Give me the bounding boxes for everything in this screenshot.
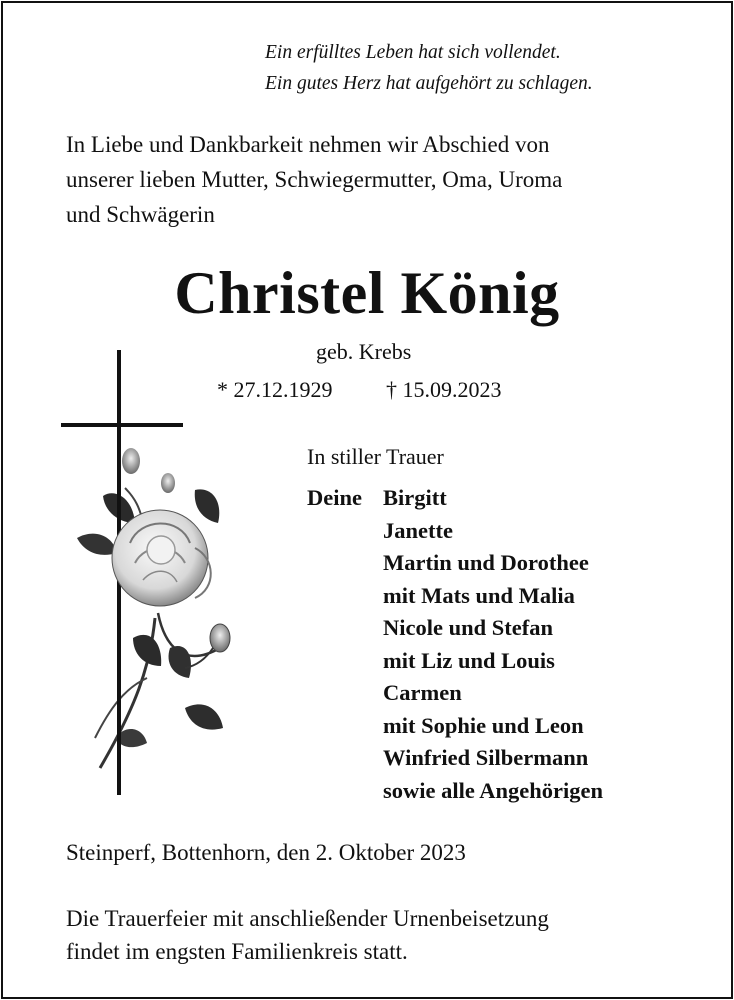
intro-line: und Schwägerin — [66, 202, 215, 227]
deceased-name: Christel König — [174, 260, 560, 326]
funeral-line: findet im engsten Familienkreis statt. — [66, 939, 408, 964]
signer-row — [307, 677, 603, 710]
motto-line: Ein gutes Herz hat aufgehört zu schlagen. — [265, 73, 593, 94]
motto-verse — [265, 37, 593, 99]
signer-name: Birgitt — [383, 485, 447, 510]
mourning-line: In stiller Trauer — [307, 444, 444, 469]
signer-name: Carmen — [383, 680, 462, 705]
signer-name: Martin und Dorothee — [383, 550, 589, 575]
signer-name: mit Sophie und Leon — [383, 712, 584, 738]
motto-line: Ein erfülltes Leben hat sich vollendet. — [265, 42, 561, 63]
signer-row — [307, 482, 603, 515]
signer-name: mit Mats und Malia — [383, 582, 575, 608]
signer-row — [307, 515, 603, 548]
signer-name: Winfried Silbermann — [383, 745, 589, 770]
place-date: Steinperf, Bottenhorn, den 2. Oktober 2023 — [66, 840, 466, 865]
signer-row — [307, 580, 603, 613]
signer-name: sowie alle Angehörigen — [383, 777, 603, 803]
funeral-line: Die Trauerfeier mit anschließender Urnenbeisetzung — [66, 906, 549, 931]
funeral-note — [66, 902, 549, 968]
signer-name: Nicole und Stefan — [383, 615, 554, 640]
intro-text — [66, 127, 562, 232]
maiden-name: geb. Krebs — [316, 339, 412, 364]
signer-row — [307, 645, 603, 678]
signer-row — [307, 612, 603, 645]
birth-date: * 27.12.1929 — [217, 377, 333, 402]
signer-row — [307, 775, 603, 808]
cross-with-rose-icon — [55, 348, 255, 803]
signer-name: Janette — [383, 517, 453, 543]
signer-row — [307, 547, 603, 580]
death-date: † 15.09.2023 — [386, 377, 502, 402]
signers-lead: Deine — [307, 485, 362, 510]
intro-line: In Liebe und Dankbarkeit nehmen wir Abschied von — [66, 132, 550, 157]
signer-row — [307, 710, 603, 743]
signer-row — [307, 742, 603, 775]
signers-list — [307, 482, 603, 807]
obituary-card — [1, 1, 733, 999]
signer-name: mit Liz und Louis — [383, 647, 555, 673]
intro-line: unserer lieben Mutter, Schwiegermutter, Oma, Uroma — [66, 167, 563, 192]
